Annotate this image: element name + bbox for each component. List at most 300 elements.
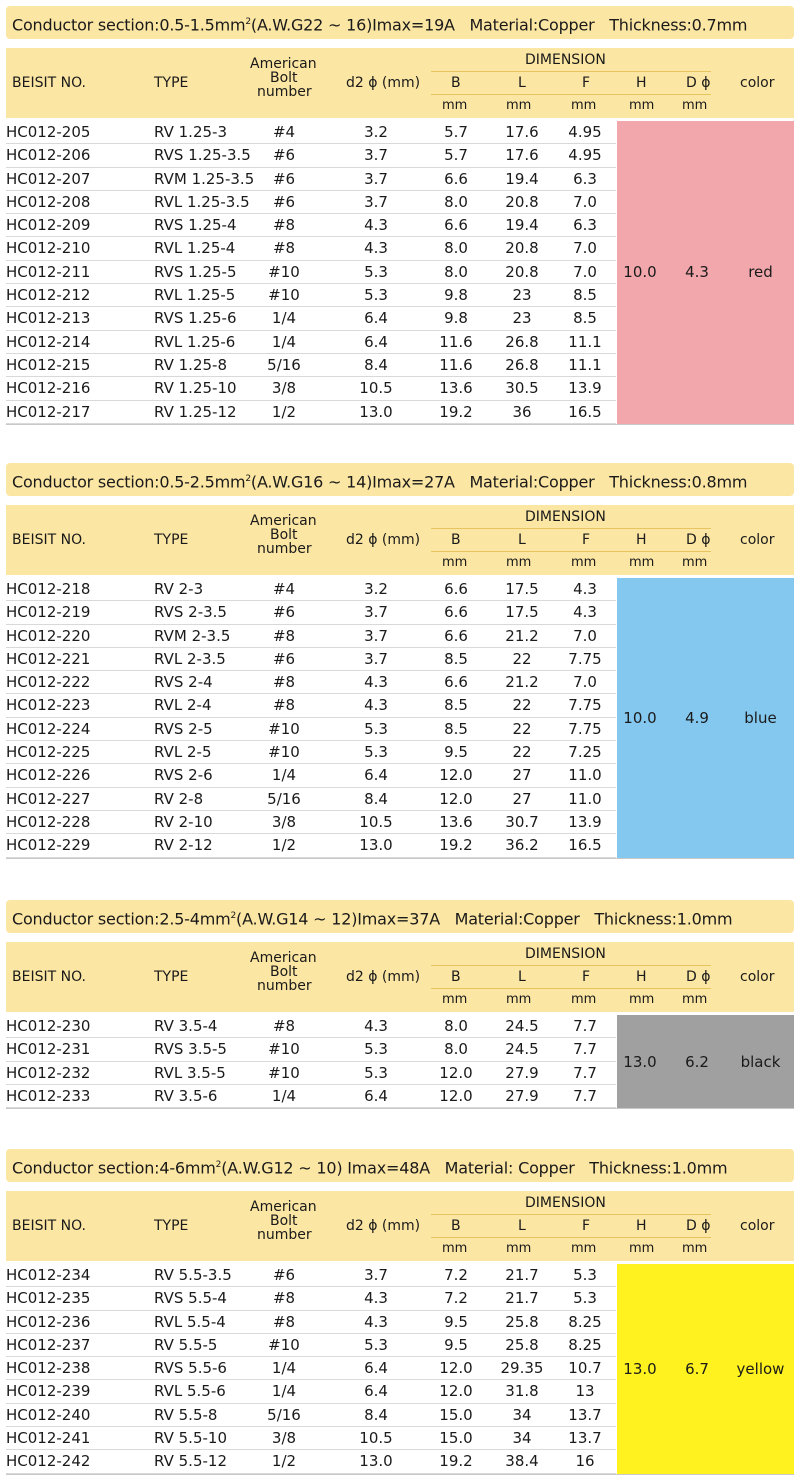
cell-type: RVL 2-4: [154, 696, 212, 715]
cell-bolt: 3/8: [271, 1429, 297, 1448]
cell-f: 4.3: [573, 580, 597, 598]
cell-b: 9.8: [444, 309, 468, 328]
section-title-superscript: 2: [245, 17, 251, 27]
cell-d2: 8.4: [364, 789, 388, 808]
cell-b: 12.0: [439, 1063, 473, 1082]
cell-l: 25.8: [505, 1335, 539, 1354]
cell-beisit-no: HC012-220: [6, 626, 91, 645]
cell-f: 16: [575, 1452, 595, 1471]
cell-bolt: #10: [268, 1063, 300, 1082]
table-row: [6, 307, 616, 330]
cell-beisit-no: HC012-213: [6, 309, 91, 328]
cell-beisit-no: HC012-216: [6, 379, 91, 398]
cell-d2: 5.3: [364, 1063, 388, 1082]
header-unit: mm: [506, 992, 532, 1007]
cell-d2: 4.3: [364, 1312, 388, 1331]
header-color: color: [740, 969, 775, 985]
cell-beisit-no: HC012-226: [6, 766, 91, 785]
cell-type: RVS 2-4: [154, 673, 213, 692]
cell-l: 38.4: [505, 1452, 539, 1471]
table-row: [6, 625, 616, 648]
header-divider: [431, 71, 711, 72]
table-row: [6, 718, 616, 741]
cell-l: 36.2: [505, 836, 539, 855]
cell-b: 12.0: [439, 1086, 473, 1105]
cell-type: RVS 1.25-4: [154, 216, 237, 235]
header-type: TYPE: [154, 532, 189, 548]
cell-b: 6.6: [444, 673, 468, 692]
cell-d2: 6.4: [364, 309, 388, 328]
cell-l: 23: [512, 286, 532, 305]
cell-b: 15.0: [439, 1405, 473, 1424]
cell-b: 12.0: [439, 1359, 473, 1378]
cell-type: RV 2-8: [154, 789, 204, 808]
section-title-text: Conductor section:0.5-1.5mm: [12, 15, 246, 35]
header-divider: [431, 1214, 711, 1215]
section-title-text: (A.W.G14 ~ 12)Imax=37A Material:Copper Thickness:1.0mm: [236, 909, 733, 929]
section-title-text: (A.W.G16 ~ 14)Imax=27A Material:Copper Thickness:0.8mm: [250, 472, 748, 492]
cell-b: 8.5: [444, 649, 468, 668]
header-dphi: D ϕ: [686, 969, 711, 985]
cell-dphi: 4.9: [685, 708, 709, 727]
header-beisit-no: BEISIT NO.: [12, 969, 86, 985]
cell-l: 22: [512, 649, 532, 668]
cell-color: red: [748, 263, 773, 282]
cell-l: 27.9: [505, 1063, 539, 1082]
header-unit: mm: [682, 1241, 708, 1256]
header-american: American: [250, 950, 317, 966]
cell-type: RV 2-3: [154, 580, 204, 598]
cell-beisit-no: HC012-235: [6, 1289, 91, 1308]
table-bottom-rule: [6, 1474, 794, 1475]
cell-type: RVL 1.25-3.5: [154, 192, 250, 211]
cell-dphi: 6.2: [685, 1052, 709, 1071]
header-number: number: [257, 978, 312, 994]
section-title-superscript: 2: [215, 1160, 222, 1170]
table-row: [6, 1264, 616, 1287]
cell-f: 13.9: [568, 812, 602, 831]
cell-bolt: #8: [272, 696, 296, 715]
cell-h: 10.0: [623, 708, 657, 727]
cell-type: RVS 5.5-6: [154, 1359, 227, 1378]
cell-b: 9.5: [444, 1312, 468, 1331]
cell-l: 23: [512, 309, 532, 328]
header-dimension: DIMENSION: [525, 509, 606, 525]
table-row: [6, 261, 616, 284]
cell-d2: 6.4: [364, 332, 388, 351]
table-header: [6, 942, 794, 1012]
cell-bolt: #8: [272, 673, 296, 692]
table-row: [6, 1311, 616, 1334]
cell-h: 13.0: [623, 1359, 657, 1378]
cell-d2: 5.3: [364, 1040, 388, 1059]
table-bottom-rule: [6, 1108, 794, 1109]
cell-b: 11.6: [439, 332, 473, 351]
cell-type: RVS 1.25-6: [154, 309, 237, 328]
cell-bolt: 1/4: [271, 309, 297, 328]
table-row: [6, 694, 616, 717]
cell-b: 8.0: [444, 1017, 468, 1035]
cell-l: 21.7: [505, 1289, 539, 1308]
color-block-blue: [617, 578, 794, 858]
table-row: [6, 401, 616, 424]
header-type: TYPE: [154, 969, 189, 985]
cell-type: RV 1.25-10: [154, 379, 237, 398]
cell-type: RV 2-10: [154, 812, 213, 831]
cell-beisit-no: HC012-214: [6, 332, 91, 351]
header-dphi: D ϕ: [686, 75, 711, 91]
cell-l: 22: [512, 719, 532, 738]
header-bolt: Bolt: [270, 964, 298, 980]
section-title: [6, 900, 794, 933]
cell-b: 13.6: [439, 379, 473, 398]
table-row: [6, 331, 616, 354]
table-body: [6, 578, 616, 858]
table-row: [6, 601, 616, 624]
header-f: F: [582, 75, 591, 91]
cell-type: RVS 2-6: [154, 766, 213, 785]
cell-beisit-no: HC012-206: [6, 146, 91, 165]
cell-b: 8.0: [444, 239, 468, 258]
table-row: [6, 377, 616, 400]
cell-b: 12.0: [439, 766, 473, 785]
section-title: [6, 6, 794, 39]
table-row: [6, 1427, 616, 1450]
header-american: American: [250, 513, 317, 529]
cell-dphi: 6.7: [685, 1359, 709, 1378]
cell-color: blue: [744, 708, 777, 727]
cell-b: 6.6: [444, 603, 468, 622]
cell-beisit-no: HC012-211: [6, 262, 91, 281]
cell-type: RVL 1.25-5: [154, 286, 236, 305]
cell-l: 20.8: [505, 192, 539, 211]
table-header: [6, 1191, 794, 1261]
header-bolt: Bolt: [270, 1213, 298, 1229]
header-unit: mm: [506, 98, 532, 113]
cell-f: 7.7: [573, 1086, 597, 1105]
header-divider: [431, 94, 711, 95]
cell-d2: 13.0: [359, 402, 393, 421]
cell-l: 21.2: [505, 673, 539, 692]
header-type: TYPE: [154, 1218, 189, 1234]
cell-bolt: #8: [272, 1289, 296, 1308]
cell-d2: 6.4: [364, 766, 388, 785]
cell-beisit-no: HC012-231: [6, 1040, 91, 1059]
table-row: [6, 1450, 616, 1473]
cell-d2: 3.2: [364, 123, 388, 141]
table-row: [6, 1015, 616, 1038]
cell-b: 6.6: [444, 216, 468, 235]
cell-beisit-no: HC012-217: [6, 402, 91, 421]
cell-beisit-no: HC012-240: [6, 1405, 91, 1424]
cell-l: 27: [512, 766, 532, 785]
cell-bolt: #8: [272, 1312, 296, 1331]
cell-bolt: #4: [272, 123, 296, 141]
cell-d2: 3.2: [364, 580, 388, 598]
header-unit: mm: [629, 98, 655, 113]
header-divider: [431, 988, 711, 989]
header-l: L: [518, 1218, 526, 1234]
header-unit: mm: [442, 992, 468, 1007]
header-l: L: [518, 532, 526, 548]
header-dimension: DIMENSION: [525, 52, 606, 68]
table-row: [6, 214, 616, 237]
cell-d2: 3.7: [364, 169, 388, 188]
cell-b: 12.0: [439, 1382, 473, 1401]
cell-l: 30.5: [505, 379, 539, 398]
cell-b: 7.2: [444, 1266, 468, 1284]
header-unit: mm: [629, 555, 655, 570]
cell-d2: 3.7: [364, 192, 388, 211]
section-title-text: Conductor section:0.5-2.5mm: [12, 472, 246, 492]
cell-l: 22: [512, 743, 532, 762]
cell-beisit-no: HC012-241: [6, 1429, 91, 1448]
header-bolt: Bolt: [270, 527, 298, 543]
cell-bolt: #6: [272, 169, 296, 188]
table-row: [6, 1404, 616, 1427]
table-row: [6, 764, 616, 787]
header-color: color: [740, 532, 775, 548]
cell-b: 8.0: [444, 262, 468, 281]
cell-type: RVL 1.25-6: [154, 332, 236, 351]
cell-bolt: 5/16: [267, 1405, 301, 1424]
cell-bolt: #10: [268, 743, 300, 762]
cell-f: 8.25: [568, 1312, 602, 1331]
cell-f: 7.0: [573, 262, 597, 281]
header-divider: [431, 528, 711, 529]
cell-beisit-no: HC012-218: [6, 580, 91, 598]
cell-type: RVS 2-5: [154, 719, 213, 738]
table-row: [6, 648, 616, 671]
cell-f: 7.0: [573, 673, 597, 692]
cell-beisit-no: HC012-242: [6, 1452, 91, 1471]
header-unit: mm: [571, 98, 597, 113]
header-d2: d2 ϕ (mm): [346, 1218, 421, 1234]
cell-b: 19.2: [439, 836, 473, 855]
cell-type: RV 1.25-3: [154, 123, 227, 141]
table-row: [6, 284, 616, 307]
color-block-black: [617, 1015, 794, 1108]
section-title: [6, 1149, 794, 1182]
table-row: [6, 578, 616, 601]
cell-bolt: #10: [268, 286, 300, 305]
cell-bolt: 1/4: [271, 1382, 297, 1401]
header-h: H: [636, 969, 647, 985]
cell-l: 20.8: [505, 239, 539, 258]
header-divider: [431, 1237, 711, 1238]
cell-b: 11.6: [439, 355, 473, 374]
table-body: [6, 1015, 616, 1108]
cell-b: 5.7: [444, 123, 468, 141]
cell-type: RVL 1.25-4: [154, 239, 236, 258]
cell-d2: 3.7: [364, 626, 388, 645]
header-unit: mm: [571, 1241, 597, 1256]
table-row: [6, 1357, 616, 1380]
cell-beisit-no: HC012-209: [6, 216, 91, 235]
header-l: L: [518, 75, 526, 91]
cell-b: 8.5: [444, 696, 468, 715]
table-row: [6, 1085, 616, 1108]
table-row: [6, 168, 616, 191]
header-d2: d2 ϕ (mm): [346, 969, 421, 985]
cell-type: RVS 3.5-5: [154, 1040, 227, 1059]
table-body: [6, 121, 616, 424]
header-f: F: [582, 1218, 591, 1234]
table-row: [6, 671, 616, 694]
cell-d2: 4.3: [364, 239, 388, 258]
cell-bolt: #6: [272, 1266, 296, 1284]
table-row: [6, 811, 616, 834]
cell-type: RVL 2-5: [154, 743, 212, 762]
header-unit: mm: [682, 98, 708, 113]
header-dphi: D ϕ: [686, 1218, 711, 1234]
cell-l: 25.8: [505, 1312, 539, 1331]
cell-beisit-no: HC012-227: [6, 789, 91, 808]
cell-f: 10.7: [568, 1359, 602, 1378]
cell-f: 7.25: [568, 743, 602, 762]
cell-d2: 5.3: [364, 262, 388, 281]
cell-bolt: #10: [268, 262, 300, 281]
cell-bolt: 5/16: [267, 355, 301, 374]
cell-l: 17.5: [505, 580, 539, 598]
header-beisit-no: BEISIT NO.: [12, 532, 86, 548]
cell-f: 11.0: [568, 766, 602, 785]
cell-f: 5.3: [573, 1266, 597, 1284]
cell-l: 17.5: [505, 603, 539, 622]
section-title-text: (A.W.G12 ~ 10) Imax=48A Material: Copper Thickness:1.0mm: [221, 1158, 728, 1178]
cell-d2: 4.3: [364, 696, 388, 715]
cell-b: 8.5: [444, 719, 468, 738]
cell-d2: 4.3: [364, 1017, 388, 1035]
header-dimension: DIMENSION: [525, 946, 606, 962]
color-block-yellow: [617, 1264, 794, 1474]
color-block-red: [617, 121, 794, 424]
cell-beisit-no: HC012-232: [6, 1063, 91, 1082]
cell-f: 11.0: [568, 789, 602, 808]
cell-d2: 4.3: [364, 1289, 388, 1308]
cell-l: 26.8: [505, 332, 539, 351]
cell-b: 15.0: [439, 1429, 473, 1448]
cell-l: 19.4: [505, 169, 539, 188]
header-h: H: [636, 75, 647, 91]
header-beisit-no: BEISIT NO.: [12, 1218, 86, 1234]
cell-f: 6.3: [573, 216, 597, 235]
cell-f: 6.3: [573, 169, 597, 188]
cell-l: 29.35: [500, 1359, 544, 1378]
cell-d2: 6.4: [364, 1359, 388, 1378]
header-unit: mm: [442, 98, 468, 113]
cell-bolt: #8: [272, 626, 296, 645]
cell-d2: 5.3: [364, 286, 388, 305]
header-number: number: [257, 1227, 312, 1243]
cell-f: 7.7: [573, 1040, 597, 1059]
cell-beisit-no: HC012-225: [6, 743, 91, 762]
cell-type: RV 5.5-5: [154, 1335, 218, 1354]
cell-bolt: #6: [272, 649, 296, 668]
cell-bolt: 1/2: [271, 836, 297, 855]
cell-bolt: #8: [272, 239, 296, 258]
section-title-text: Conductor section:4-6mm: [12, 1158, 216, 1178]
cell-beisit-no: HC012-221: [6, 649, 91, 668]
header-color: color: [740, 1218, 775, 1234]
cell-f: 13.7: [568, 1429, 602, 1448]
section-title-superscript: 2: [230, 911, 237, 921]
table-row: [6, 237, 616, 260]
cell-l: 30.7: [505, 812, 539, 831]
cell-f: 7.0: [573, 626, 597, 645]
cell-type: RV 1.25-12: [154, 402, 237, 421]
header-f: F: [582, 532, 591, 548]
cell-type: RVM 2-3.5: [154, 626, 231, 645]
header-b: B: [451, 1218, 461, 1234]
cell-f: 16.5: [568, 402, 602, 421]
header-divider: [431, 551, 711, 552]
cell-f: 5.3: [573, 1289, 597, 1308]
cell-d2: 8.4: [364, 1405, 388, 1424]
cell-beisit-no: HC012-224: [6, 719, 91, 738]
cell-l: 22: [512, 696, 532, 715]
cell-bolt: 3/8: [271, 812, 297, 831]
header-unit: mm: [442, 555, 468, 570]
header-b: B: [451, 969, 461, 985]
header-dimension: DIMENSION: [525, 1195, 606, 1211]
table-row: [6, 354, 616, 377]
cell-bolt: #4: [272, 580, 296, 598]
cell-bolt: #8: [272, 216, 296, 235]
cell-b: 9.5: [444, 1335, 468, 1354]
cell-type: RV 5.5-8: [154, 1405, 218, 1424]
cell-d2: 10.5: [359, 812, 393, 831]
cell-f: 8.5: [573, 309, 597, 328]
header-unit: mm: [506, 1241, 532, 1256]
cell-f: 7.75: [568, 696, 602, 715]
cell-type: RVL 3.5-5: [154, 1063, 226, 1082]
cell-l: 17.6: [505, 146, 539, 165]
cell-type: RVL 5.5-4: [154, 1312, 226, 1331]
cell-b: 5.7: [444, 146, 468, 165]
cell-l: 24.5: [505, 1040, 539, 1059]
table-row: [6, 191, 616, 214]
cell-d2: 10.5: [359, 1429, 393, 1448]
table-body: [6, 1264, 616, 1474]
cell-d2: 6.4: [364, 1086, 388, 1105]
cell-type: RVL 2-3.5: [154, 649, 226, 668]
cell-bolt: #6: [272, 146, 296, 165]
cell-beisit-no: HC012-223: [6, 696, 91, 715]
cell-f: 7.0: [573, 239, 597, 258]
cell-beisit-no: HC012-237: [6, 1335, 91, 1354]
cell-f: 4.95: [568, 123, 602, 141]
cell-d2: 4.3: [364, 216, 388, 235]
cell-l: 21.7: [505, 1266, 539, 1284]
cell-d2: 3.7: [364, 1266, 388, 1284]
header-l: L: [518, 969, 526, 985]
cell-bolt: 1/4: [271, 1086, 297, 1105]
header-american: American: [250, 1199, 317, 1215]
header-bolt: Bolt: [270, 70, 298, 86]
cell-d2: 13.0: [359, 1452, 393, 1471]
cell-d2: 6.4: [364, 1382, 388, 1401]
cell-beisit-no: HC012-233: [6, 1086, 91, 1105]
header-unit: mm: [629, 992, 655, 1007]
cell-d2: 8.4: [364, 355, 388, 374]
header-unit: mm: [682, 555, 708, 570]
cell-bolt: 5/16: [267, 789, 301, 808]
table-bottom-rule: [6, 858, 794, 859]
table-row: [6, 741, 616, 764]
cell-beisit-no: HC012-208: [6, 192, 91, 211]
header-f: F: [582, 969, 591, 985]
